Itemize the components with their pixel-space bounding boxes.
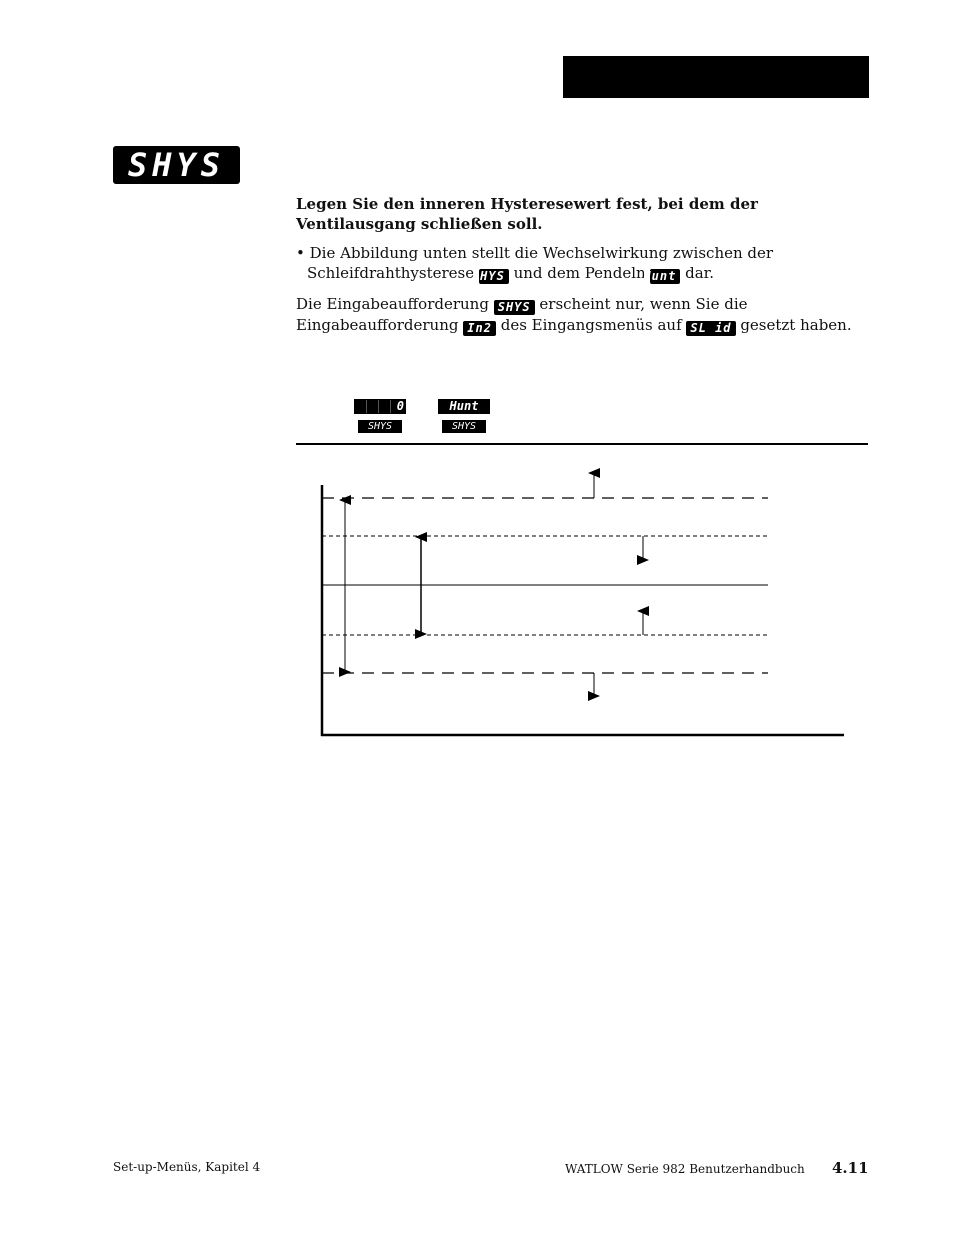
page-number: 4.11 [832,1159,869,1177]
display-zero-value: 0 [396,399,404,413]
display-hunt-bottom: SHYS [442,420,486,433]
chapter-header-bar [563,56,869,98]
display-zero-bottom: SHYS [358,420,402,433]
para-text-1: Die Eingabeaufforderung [296,295,489,313]
prompt-lcd-text: SHYS [127,146,226,184]
display-hunt-top: Hunt [438,399,490,414]
inline-lcd-in2: In2 [463,321,496,336]
hysteresis-diagram [300,460,860,745]
bullet-marker: • [296,244,305,262]
prompt-lcd-display [113,146,240,184]
bullet-text-1: Die Abbildung unten stellt die Wechselwirkung zwischen der Schleifdrahthysterese [307,244,774,282]
section-rule [296,443,868,445]
bullet-paragraph [296,243,877,284]
display-segment-grid [354,399,394,414]
condition-paragraph [296,294,866,336]
footer-manual-title: WATLOW Serie 982 Benutzerhandbuch [565,1162,805,1176]
inline-lcd-slid: SL id [686,321,735,336]
display-zero-top [354,399,406,414]
footer-chapter: Set-up-Menüs, Kapitel 4 [113,1160,261,1174]
bullet-text-3: dar. [685,264,714,282]
inline-lcd-shys-2: SHYS [494,300,535,315]
inline-lcd-shys: SHYS [479,269,509,284]
lead-text: Legen Sie den inneren Hysteresewert fest, bei dem der Ventilausgang schließen soll. [296,195,758,233]
para-text-2: erscheint nur, wenn Sie die Eingabeaufforderung [296,295,748,334]
para-text-3: des Eingangsmenüs auf [500,316,682,334]
inline-lcd-hunt: Hunt [650,269,680,284]
bullet-text-2: und dem Pendeln [513,264,646,282]
para-text-4: gesetzt haben. [740,316,852,334]
